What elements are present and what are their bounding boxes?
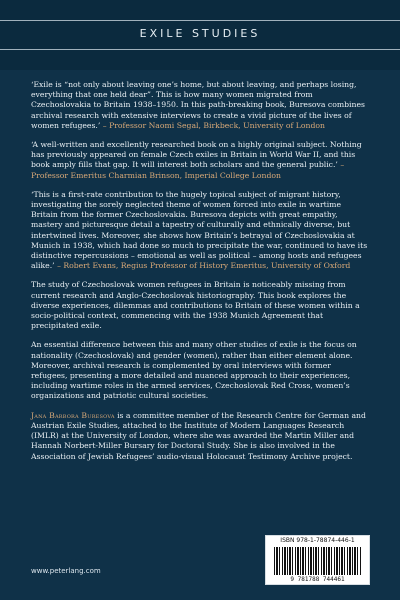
- barcode-digits: 9 781788 744461: [290, 576, 345, 583]
- series-banner: [0, 0, 400, 70]
- description-paragraph-2: An essential difference between this and many other studies of exile is the focus on nationality (Czechoslovak) and gender (women), rather than either element alone. Moreover, archival research is complemented by oral interviews with former refugees, presenting a more detailed and nuanced approach to their experiences, including wartime roles in the armed services, Czechoslovak Red Cross, women’s organizations and patriotic cultural societies.: [31, 340, 357, 401]
- blurb-3-attribution: – Robert Evans, Regius Professor of History Emeritus, University of Oxford: [57, 261, 351, 271]
- barcode-graphic: [274, 547, 361, 575]
- author-name: Jana Barbora Buresova: [31, 410, 115, 420]
- blurb-2-attribution: – Professor Emeritus Charmian Brinson, Imperial College London: [31, 160, 345, 180]
- isbn-label: ISBN 978-1-78874-446-1: [280, 537, 355, 544]
- publisher-url: www.peterlang.com: [31, 567, 101, 575]
- blurb-1: [31, 80, 369, 131]
- bottom-rule: [0, 49, 400, 50]
- back-cover-text: [31, 80, 369, 471]
- blurb-1-text: ‘Exile is “not only about leaving one’s home, but about leaving, and perhaps losing, everything that one held dear”. This is how many women migrated from Czechoslovakia to Britain 1938–1950. In this path-breaking book, Buresova combines archival research with extensive interviews to create a vivid picture of the lives of women refugees.’: [31, 80, 365, 130]
- blurb-2: [31, 140, 369, 181]
- blurb-1-attribution: – Professor Naomi Segal, Birkbeck, University of London: [102, 120, 325, 130]
- author-bio-text: is a committee member of the Research Centre for German and Austrian Exile Studies, attached to the Institute of Modern Languages Research (IMLR) at the University of London, where she was awarded the Martin Miller and Hannah Norbert-Miller Bursary for Doctoral Study. She is also involved in the Association of Jewish Refugees’ audio-visual Holocaust Testimony Archive project.: [31, 410, 366, 461]
- description-paragraph-1: The study of Czechoslovak women refugees in Britain is noticeably missing from current research and Anglo-Czechoslovak historiography. This book explores the diverse experiences, dilemmas and contributions to Britain of these women within a socio-political context, commencing with the 1938 Munich Agreement that precipitated exile.: [31, 280, 360, 331]
- blurb-2-text: ‘A well-written and excellently researched book on a highly original subject. Nothing has previously appeared on female Czech exiles in Britain in World War II, and this book amply fills that gap. It will interest both scholars and the general public.’: [31, 140, 362, 170]
- author-bio: [31, 411, 369, 462]
- series-title: EXILE STUDIES: [139, 27, 261, 40]
- blurb-3-text: ‘This is a first-rate contribution to the hugely topical subject of migrant history, investigating the sorely neglected theme of women forced into exile in wartime Britain from the former Czechoslovakia. Buresova depicts with great empathy, mastery and picturesque detail a tapestry of culturally and ethnically diverse, but intertwined lives. Moreover, she shows how Britain’s betrayal of Czechoslovakia at Munich in 1938, which had done so much to precipitate the war, continued to have its distinctive repercussions – emotional as well as political – among hosts and refugees alike.’: [31, 189, 368, 271]
- barcode-box: [265, 535, 370, 585]
- top-rule: [0, 20, 400, 21]
- blurb-3: [31, 190, 369, 272]
